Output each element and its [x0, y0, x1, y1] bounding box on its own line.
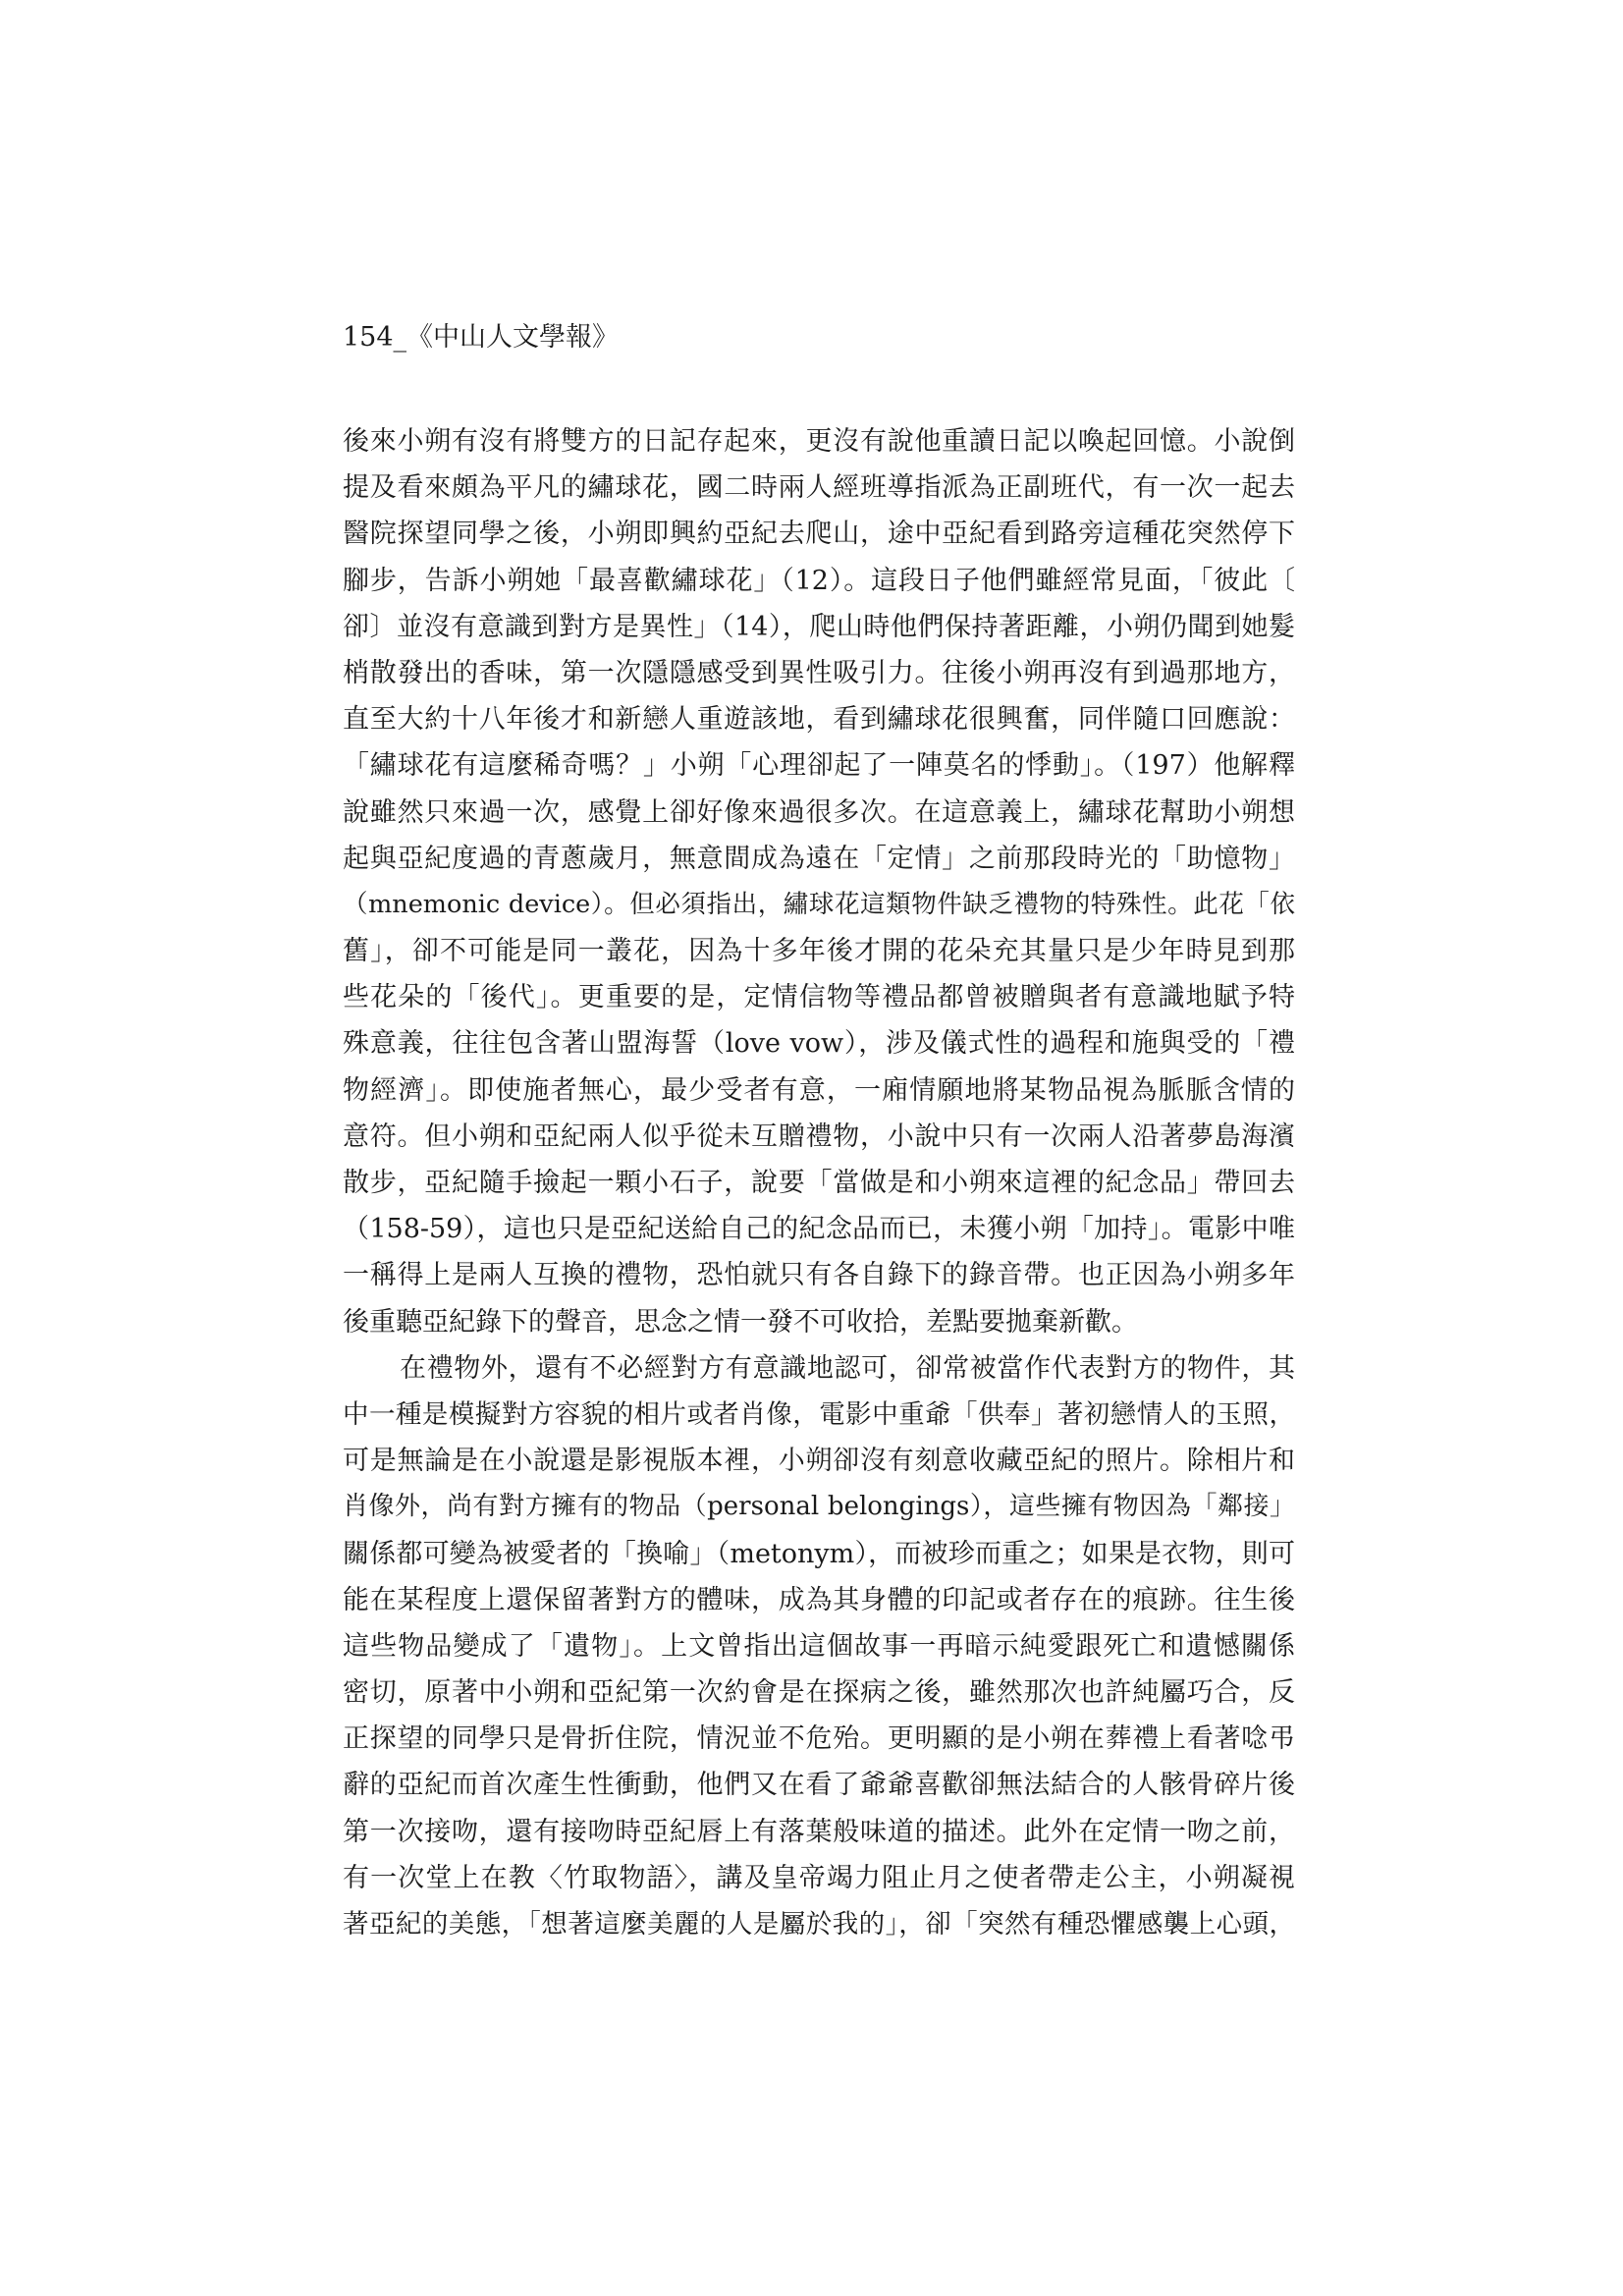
text-line: 這些物品變成了「遺物」。上文曾指出這個故事一再暗示純愛跟死亡和遺憾關係: [343, 1630, 1295, 1662]
text-line: 中一種是模擬對方容貌的相片或者肖像，電影中重爺「供奉」著初戀情人的玉照，: [343, 1398, 1295, 1430]
paragraph-2: [343, 1345, 1295, 1947]
text-line: 物經濟」。即使施者無心，最少受者有意，一廂情願地將某物品視為脈脈含情的: [343, 1074, 1295, 1106]
text-line: 殊意義，往往包含著山盟海誓（love vow），涉及儀式性的過程和施與受的「禮: [343, 1028, 1295, 1060]
text-line: 醫院探望同學之後，小朔即興約亞紀去爬山，途中亞紀看到路旁這種花突然停下: [343, 519, 1295, 550]
paragraph-1: [343, 418, 1295, 1345]
text-line: 在禮物外，還有不必經對方有意識地認可，卻常被當作代表對方的物件，其: [400, 1352, 1295, 1384]
text-line: 說雖然只來過一次，感覺上卻好像來過很多次。在這意義上，繡球花幫助小朔想: [343, 796, 1295, 828]
text-line: 能在某程度上還保留著對方的體味，成為其身體的印記或者存在的痕跡。往生後: [343, 1584, 1295, 1615]
text-line: 有一次堂上在教〈竹取物語〉，講及皇帝竭力阻止月之使者帶走公主，小朔凝視: [343, 1862, 1295, 1893]
running-head: 154_《中山人文學報》: [343, 322, 620, 353]
text-line: 起與亞紀度過的青蔥歲月，無意間成為遠在「定情」之前那段時光的「助憶物」: [343, 843, 1295, 874]
text-line: 第一次接吻，還有接吻時亞紀唇上有落葉般味道的描述。此外在定情一吻之前，: [343, 1816, 1295, 1847]
text-line: 卻〕並沒有意識到對方是異性」（14），爬山時他們保持著距離，小朔仍聞到她髮: [343, 611, 1295, 642]
text-line: 舊」，卻不可能是同一叢花，因為十多年後才開的花朵充其量只是少年時見到那: [343, 936, 1295, 967]
text-line: 散步，亞紀隨手撿起一顆小石子，說要「當做是和小朔來這裡的紀念品」帶回去: [343, 1168, 1295, 1198]
text-line: 關係都可變為被愛者的「換喻」（metonym），而被珍而重之；如果是衣物，則可: [343, 1538, 1295, 1569]
text-line: 提及看來頗為平凡的繡球花，國二時兩人經班導指派為正副班代，有一次一起去: [343, 472, 1295, 504]
text-line: 肖像外，尚有對方擁有的物品（personal belongings），這些擁有物因為「鄰接」: [343, 1492, 1295, 1522]
text-line: 腳步，告訴小朔她「最喜歡繡球花」（12）。這段日子他們雖經常見面，「彼此〔: [343, 565, 1295, 596]
text-line: 些花朵的「後代」。更重要的是，定情信物等禮品都曾被贈與者有意識地賦予特: [343, 982, 1295, 1013]
text-line: （mnemonic device）。但必須指出，繡球花這類物件缺乏禮物的特殊性。此花「依: [343, 889, 1295, 919]
text-line: 「繡球花有這麼稀奇嗎？」小朔「心理卻起了一陣莫名的悸動」。（197）他解釋: [343, 750, 1295, 782]
text-line: 意符。但小朔和亞紀兩人似乎從未互贈禮物，小說中只有一次兩人沿著夢島海濱: [343, 1121, 1295, 1152]
text-line: 辭的亞紀而首次產生性衝動，他們又在看了爺爺喜歡卻無法結合的人骸骨碎片後: [343, 1770, 1295, 1801]
text-line: 一稱得上是兩人互換的禮物，恐怕就只有各自錄下的錄音帶。也正因為小朔多年: [343, 1260, 1295, 1291]
text-line: 後來小朔有沒有將雙方的日記存起來，更沒有說他重讀日記以喚起回憶。小說倒: [343, 426, 1295, 457]
text-line: 可是無論是在小說還是影視版本裡，小朔卻沒有刻意收藏亞紀的照片。除相片和: [343, 1446, 1295, 1477]
text-line: 後重聽亞紀錄下的聲音，思念之情一發不可收拾，差點要拋棄新歡。: [343, 1306, 1138, 1338]
text-line: 密切，原著中小朔和亞紀第一次約會是在探病之後，雖然那次也許純屬巧合，反: [343, 1677, 1295, 1709]
article-body: [343, 418, 1295, 1947]
text-line: 著亞紀的美態，「想著這麼美麗的人是屬於我的」，卻「突然有種恐懼感襲上心頭，: [343, 1909, 1295, 1940]
text-line: 正探望的同學只是骨折住院，情況並不危殆。更明顯的是小朔在葬禮上看著唸弔: [343, 1723, 1295, 1755]
text-line: （158-59），這也只是亞紀送給自己的紀念品而已，未獲小朔「加持」。電影中唯: [343, 1214, 1295, 1245]
text-line: 梢散發出的香味，第一次隱隱感受到異性吸引力。往後小朔再沒有到過那地方，: [343, 657, 1295, 688]
text-line: 直至大約十八年後才和新戀人重遊該地，看到繡球花很興奮，同伴隨口回應說：: [343, 704, 1295, 736]
